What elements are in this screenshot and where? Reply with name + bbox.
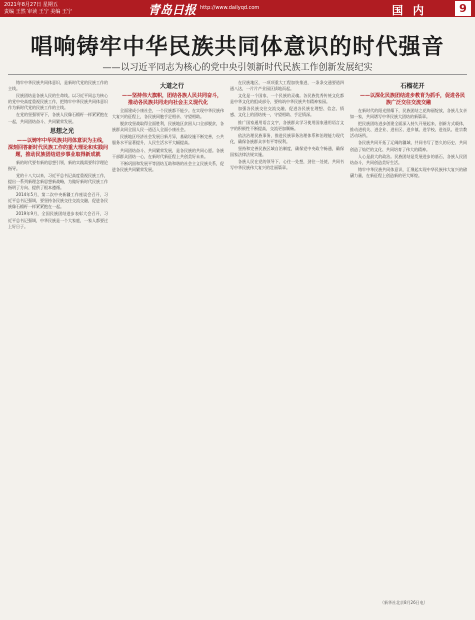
headline-divider — [8, 74, 467, 75]
article-byline: （新华社北京8月26日电） — [380, 600, 428, 605]
section-callout: ——坚持伟大旗帜，团结各族人民共同奋斗，推动各民族共同走向社会主义现代化 — [121, 93, 222, 106]
article-column-3 — [230, 80, 344, 616]
paragraph: 在民族地区，一项项重大工程加快推进，一条条交通要道四通八达，一片片产业园区拔地而起。 — [230, 80, 344, 92]
article-column-1 — [8, 80, 108, 616]
paragraph: 民族团结是各族人民的生命线。以习近平同志为核心的党中央高度重视民族工作，把铸牢中华民族共同体意识作为新时代党的民族工作的主线。 — [8, 93, 108, 111]
paragraph: 全面建成小康社会，一个民族都不能少。在实现中华民族伟大复兴的征程上，各民族同胞手足相亲、守望相助。 — [112, 108, 224, 120]
article-subheadline: ——以习近平同志为核心的党中央引领新时代民族工作创新发展纪实 — [102, 63, 373, 73]
paragraph: 不断巩固和发展平等团结互助和谐的社会主义民族关系，促进各民族共同繁荣发展。 — [112, 160, 224, 172]
paragraph: 各族人民在党的领导下，心往一处想，劲往一处使，共同书写中华民族伟大复兴的壮丽篇章。 — [230, 159, 344, 171]
paragraph: 把民族团结进步创建全面深入持久开展起来，创新方式载体，推动进机关、进企业、进社区、进乡镇、进学校、进连队、进宗教活动场所。 — [350, 121, 467, 139]
article-headline: 唱响铸牢中华民族共同体意识的时代强音 — [30, 34, 445, 60]
paragraph: 民族地区经济社会发展日新月异，基础设施不断完善，公共服务水平显著提升，人民生活水平大幅提高。 — [112, 134, 224, 146]
section-callout: ——以深化民族团结进步教育为抓手，促进各民族广泛交往交流交融 — [359, 93, 465, 106]
paragraph: 依法治理民族事务，推进民族事务治理体系和治理能力现代化，确保各族群众享有平等权利。 — [230, 132, 344, 144]
paragraph: 各民族共同开拓了辽阔的疆域、共同书写了悠久的历史、共同创造了灿烂的文化、共同培育了伟大的精神。 — [350, 140, 467, 152]
section-subtitle: 石榴花开 — [400, 83, 425, 90]
page-number: 9 — [455, 1, 471, 16]
section-label: 国 内 — [392, 4, 427, 17]
paragraph: 人心是最大的政治。民族团结是发展进步的基石，各族人民团结奋斗，共同创造美好生活。 — [350, 153, 467, 165]
paragraph: 脱贫攻坚战取得全面胜利，民族地区贫困人口全部脱贫，各族群众同全国人民一道迈入全面小康社会。 — [112, 121, 224, 133]
section-subtitle: 大道之行 — [159, 83, 184, 90]
newspaper-logo: 青岛日报 — [148, 3, 197, 17]
article-column-4 — [350, 80, 467, 616]
editor-line: 责编 王然 审读 王宁 美编 王宁 — [4, 9, 72, 15]
website-url[interactable]: http://www.dailyqd.com — [200, 5, 260, 11]
paragraph: 2014年5月，第二次中央新疆工作座谈会召开，习近平总书记强调，要坚持各民族交往交流交融，促进各民族像石榴籽一样紧紧抱在一起。 — [8, 192, 108, 210]
paragraph: 党的十八大以来，习近平总书记高度重视民族工作，提出一系列新理念新思想新战略，为做好新时代民族工作指明了方向、提供了根本遵循。 — [8, 172, 108, 191]
article-column-2 — [112, 80, 224, 616]
paragraph: 坚持和完善民族区域自治制度，确保党中央政令畅通，确保国家法律法规实施。 — [230, 145, 344, 158]
paragraph: 共同团结奋斗、共同繁荣发展，是各民族的共同心愿。各族干部群众团结一心，在新时代新征程上共创美好未来。 — [112, 147, 224, 159]
paragraph: 推广国家通用语言文字，各族群众学习使用国家通用语言文字的积极性不断提高，交流更加顺畅。 — [230, 119, 344, 131]
masthead-bar — [0, 0, 475, 17]
paragraph: 在新时代的阳光照耀下，民族团结之花绚丽绽放，各族儿女亲如一家，共同谱写中华民族大团结的新篇章。 — [350, 108, 467, 120]
paragraph: 铸牢中华民族共同体意识，汇聚起实现中华民族伟大复兴的磅礴力量，在新征程上创造新的更大辉煌。 — [350, 166, 467, 178]
section-callout: ——以铸牢中华民族共同体意识为主线，深刻回答新时代民族工作的重大理论和实践问题，推动民族团结进步事业取得新成就 — [8, 137, 108, 158]
section-subtitle: 思想之光 — [49, 127, 74, 135]
paragraph: 文化是一个国家、一个民族的灵魂。各民族优秀传统文化都是中华文化的组成部分，要构筑中华民族共有精神家园。 — [230, 93, 344, 105]
paragraph: 新的时代要有新的思想引领，新的实践需要科学理论指导。 — [8, 159, 108, 171]
paragraph: 在党的坚强领导下，各族人民像石榴籽一样紧紧抱在一起，共同团结奋斗、共同繁荣发展。 — [8, 112, 108, 124]
paragraph: 2019年9月，全国民族团结进步表彰大会召开，习近平总书记强调，中华民族是一个大家庭，一家人都要过上好日子。 — [8, 211, 108, 229]
paragraph: 铸牢中华民族共同体意识，是新时代党的民族工作的主线。 — [8, 80, 108, 92]
paragraph: 加强各民族交往交流交融，促进各民族在理想、信念、情感、文化上的团结统一，守望相助、手足情深。 — [230, 106, 344, 118]
issue-date: 2021年8月27日 星期五 — [4, 2, 58, 8]
